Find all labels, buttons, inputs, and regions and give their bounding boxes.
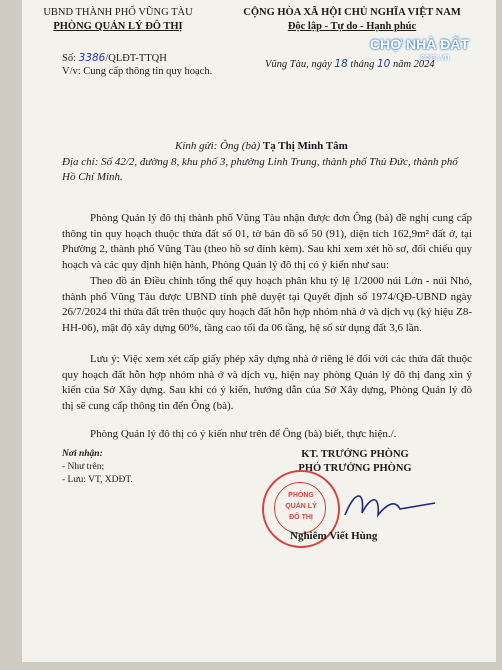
agency-name: PHÒNG QUẢN LÝ ĐÔ THỊ [53,21,183,32]
body-paragraph-4: Phòng Quản lý đô thị có ý kiến như trên để Ông (bà) biết, thực hiện./. [90,428,397,440]
date-suffix: năm 2024 [392,59,435,70]
date-month: 10 [376,58,391,70]
date-prefix: Vũng Tàu, ngày [265,59,332,70]
doc-number-handwritten: 3386 [78,52,106,64]
addressee-label: Kính gửi: Ông (bà) [175,140,261,152]
signature-title-1: KT. TRƯỞNG PHÒNG [301,449,409,460]
doc-number-prefix: Số: [62,53,77,64]
recipients-title: Nơi nhận: [62,449,103,459]
body-paragraph-3: Lưu ý: Việc xem xét cấp giấy phép xây dựng nhà ở riêng lẻ đối với các thửa đất thuộc quy hoạch đất hỗn hợp nhóm nhà ở và dịch vụ, hiện nay phòng Quản lý đô thị đang xin ý kiến của Sở Xây dựng. Sau khi có ý kiến, hướng dẫn của Sở Xây dựng, Phòng Quản lý đô thị sẽ cung cấp thông tin đến Ông (bà). [62,353,472,412]
stamp-text: PHÒNG [288,492,314,499]
body-paragraph-1: Phòng Quản lý đô thị thành phố Vũng Tàu nhận được đơn Ông (bà) đề nghị cung cấp thông tin quy hoạch thuộc thửa đất số 01, tờ bản đồ số 50 (91), diện tích 162,9m² đất ở, tại Phường 2, thành phố Vũng Tàu (theo hồ sơ đính kèm). Sau khi xem xét hồ sơ, đối chiếu quy hoạch và các quy định hiện hành, Phòng Quản lý đô thị có ý kiến như sau: [62,212,472,271]
document-subject: V/v: Cung cấp thông tin quy hoạch. [62,66,213,77]
signature-title-2: PHÓ TRƯỞNG PHÒNG [298,463,412,474]
motto-line: Độc lập - Tự do - Hạnh phúc [287,21,417,32]
recipient-item: - Lưu: VT, XDĐT. [62,475,133,485]
stamp-text: QUẢN LÝ [285,503,317,510]
agency-parent: UBND THÀNH PHỐ VŨNG TÀU [43,7,193,18]
handwritten-signature [340,485,450,525]
body-paragraph-2: Theo đồ án Điều chỉnh tổng thể quy hoạch phân khu tỷ lệ 1/2000 núi Lớn - núi Nhỏ, thành phố Vũng Tàu được UBND tỉnh phê duyệt tại Quyết định số 1974/QĐ-UBND ngày 26/7/2024 thì thửa đất trên thuộc quy hoạch đất hỗn hợp nhóm nhà ở và dịch vụ (ký hiệu Z8-HH-06), mật độ xây dựng 60%, tầng cao tối đa 06 tầng, hệ số sử dụng đất 3,6 lần. [62,275,472,334]
stamp-text: ĐÔ THỊ [289,514,313,521]
country-name: CỘNG HÒA XÃ HỘI CHỦ NGHĨA VIỆT NAM [243,7,461,18]
signature-stroke [345,496,435,515]
addressee-name: Tạ Thị Minh Tâm [262,140,348,152]
addressee [175,140,348,152]
date-day: 18 [334,58,348,70]
issuing-agency [38,6,198,34]
watermark-domain: .com.vn [418,52,450,62]
addressee-address: Địa chỉ: Số 42/2, đường 8, khu phố 3, phường Linh Trung, thành phố Thủ Đức, thành phố Hồ Chí Minh. [62,156,458,183]
document-number [62,52,167,64]
watermark-brand: CHỢ NHÀ ĐẤT [370,36,470,52]
doc-number-suffix: /QLĐT-TTQH [105,53,167,64]
signer-name: Nghiêm Viết Hùng [290,530,378,542]
date-mid: tháng [350,59,375,70]
recipients-block [62,448,133,487]
national-motto [232,6,472,34]
recipient-item: - Như trên; [62,462,105,472]
document-date [265,58,435,70]
